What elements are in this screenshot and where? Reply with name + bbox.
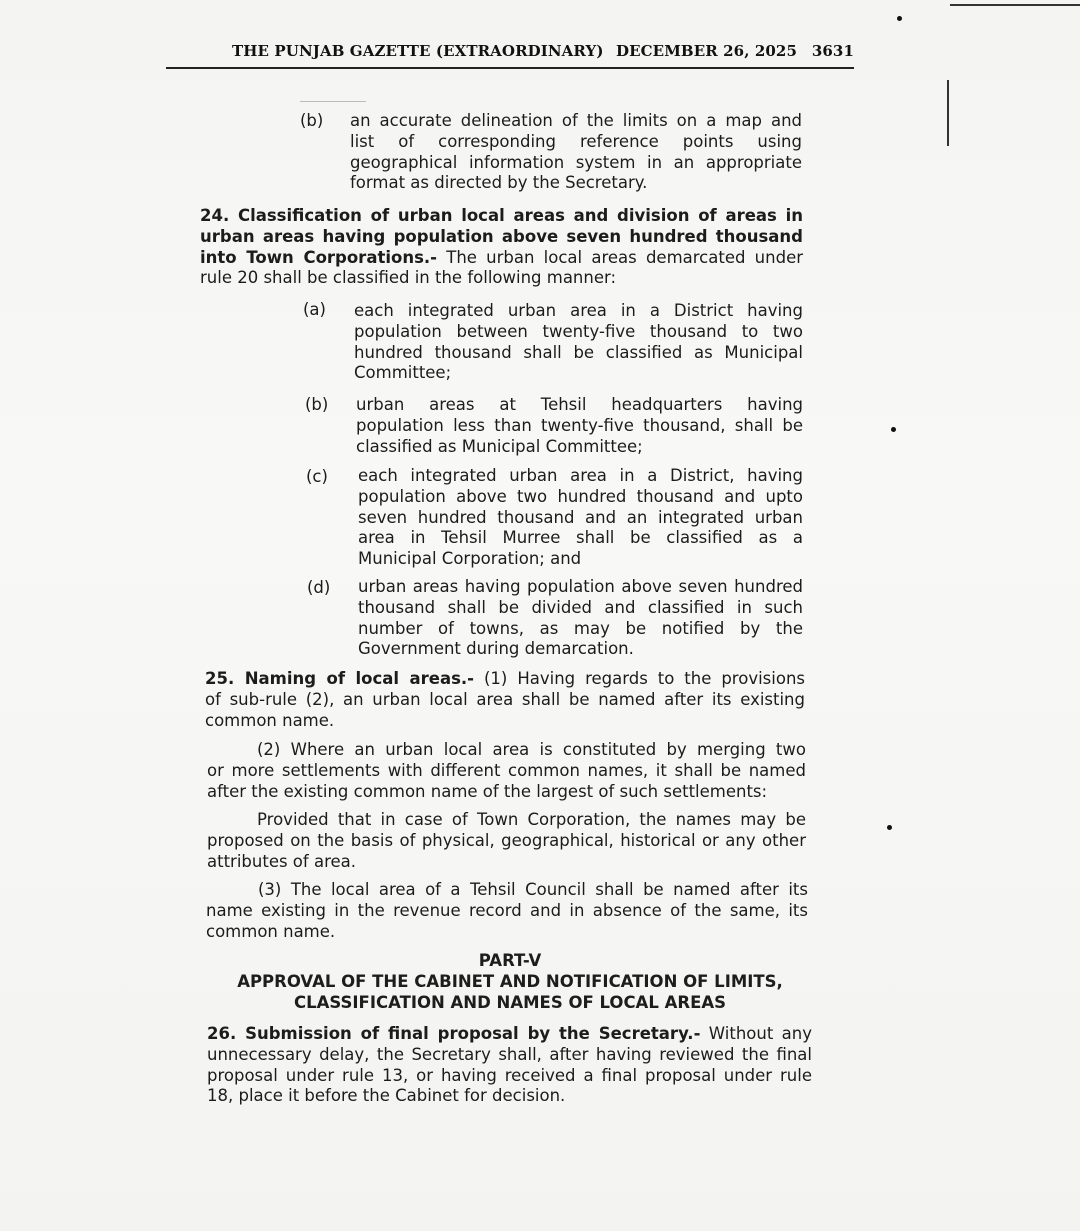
- clause-label: (b): [300, 111, 324, 130]
- rule-24-heading: 24. Classification of urban local areas and division of areas in: [200, 206, 803, 225]
- rule-25-para-2: (2) Where an urban local area is constituted by merging two or more settlements with different common names, it shall be named after the existing common name of the largest of such settlements:: [207, 740, 806, 801]
- rule-25-para-1: 25. Naming of local areas.- (1) Having regards to the provisions of sub-rule (2), an urban local area shall be named after its existing common name.: [205, 669, 805, 730]
- clause-text: each integrated urban area in a District, having population above two hundred thousand and upto seven hundred thousand and an integrated urban area in Tehsil Murree shall be classified as a Municipal Corporation; and: [358, 466, 803, 569]
- rule-25-heading: 25. Naming of local areas.-: [205, 669, 475, 688]
- part-title: APPROVAL OF THE CABINET AND NOTIFICATION OF LIMITS, CLASSIFICATION AND NAMES OF LOCAL AREAS: [237, 972, 783, 1012]
- rule-24-intro: 24. Classification of urban local areas and division of areas in urban areas having population above seven hundred thousand into Town Corporations.- The urban local areas demarcated under rule 20 shall be classified in the following manner:: [200, 206, 803, 288]
- scan-dot: [897, 16, 902, 21]
- rule-26: 26. Submission of final proposal by the Secretary.- Without any unnecessary delay, the Secretary shall, after having reviewed the final proposal under rule 13, or having received a final proposal under rule 18, place it before the Cabinet for decision.: [207, 1024, 813, 1106]
- separator-line: [300, 101, 366, 102]
- clause-label: (a): [303, 300, 326, 319]
- clause-label: (c): [306, 467, 328, 486]
- clause-text: urban areas at Tehsil headquarters having population less than twenty-five thousand, shall be classified as Municipal Committee;: [356, 395, 803, 456]
- scan-dot: [887, 825, 892, 830]
- gazette-date: DECEMBER 26, 2025: [616, 42, 797, 60]
- scan-mark: [950, 4, 1080, 6]
- gazette-title: THE PUNJAB GAZETTE (EXTRAORDINARY): [232, 42, 604, 60]
- scan-dot: [891, 427, 896, 432]
- page-number: 3631: [811, 42, 854, 60]
- clause-label: (b): [305, 395, 329, 414]
- rule-26-heading: 26. Submission of final proposal by the Secretary.-: [207, 1024, 701, 1043]
- clause-text: each integrated urban area in a District having population between twenty-five thousand to two hundred thousand shall be classified as Municipal Committee;: [354, 301, 803, 383]
- part-label: PART-V: [478, 951, 542, 970]
- scan-mark: [947, 80, 949, 146]
- header-rule: [166, 67, 854, 69]
- rule-25-para-3: (3) The local area of a Tehsil Council shall be named after its name existing in the revenue record and in absence of the same, its common name.: [206, 880, 808, 941]
- clause-text: urban areas having population above seven hundred thousand shall be divided and classified in such number of towns, as may be notified by the Government during demarcation.: [358, 577, 803, 659]
- rule-25-proviso: Provided that in case of Town Corporation, the names may be proposed on the basis of physical, geographical, historical or any other attributes of area.: [207, 810, 806, 871]
- clause-text: an accurate delineation of the limits on a map and list of corresponding reference points using geographical information system in an appropriate format as directed by the Secretary.: [350, 111, 802, 193]
- clause-label: (d): [307, 578, 331, 597]
